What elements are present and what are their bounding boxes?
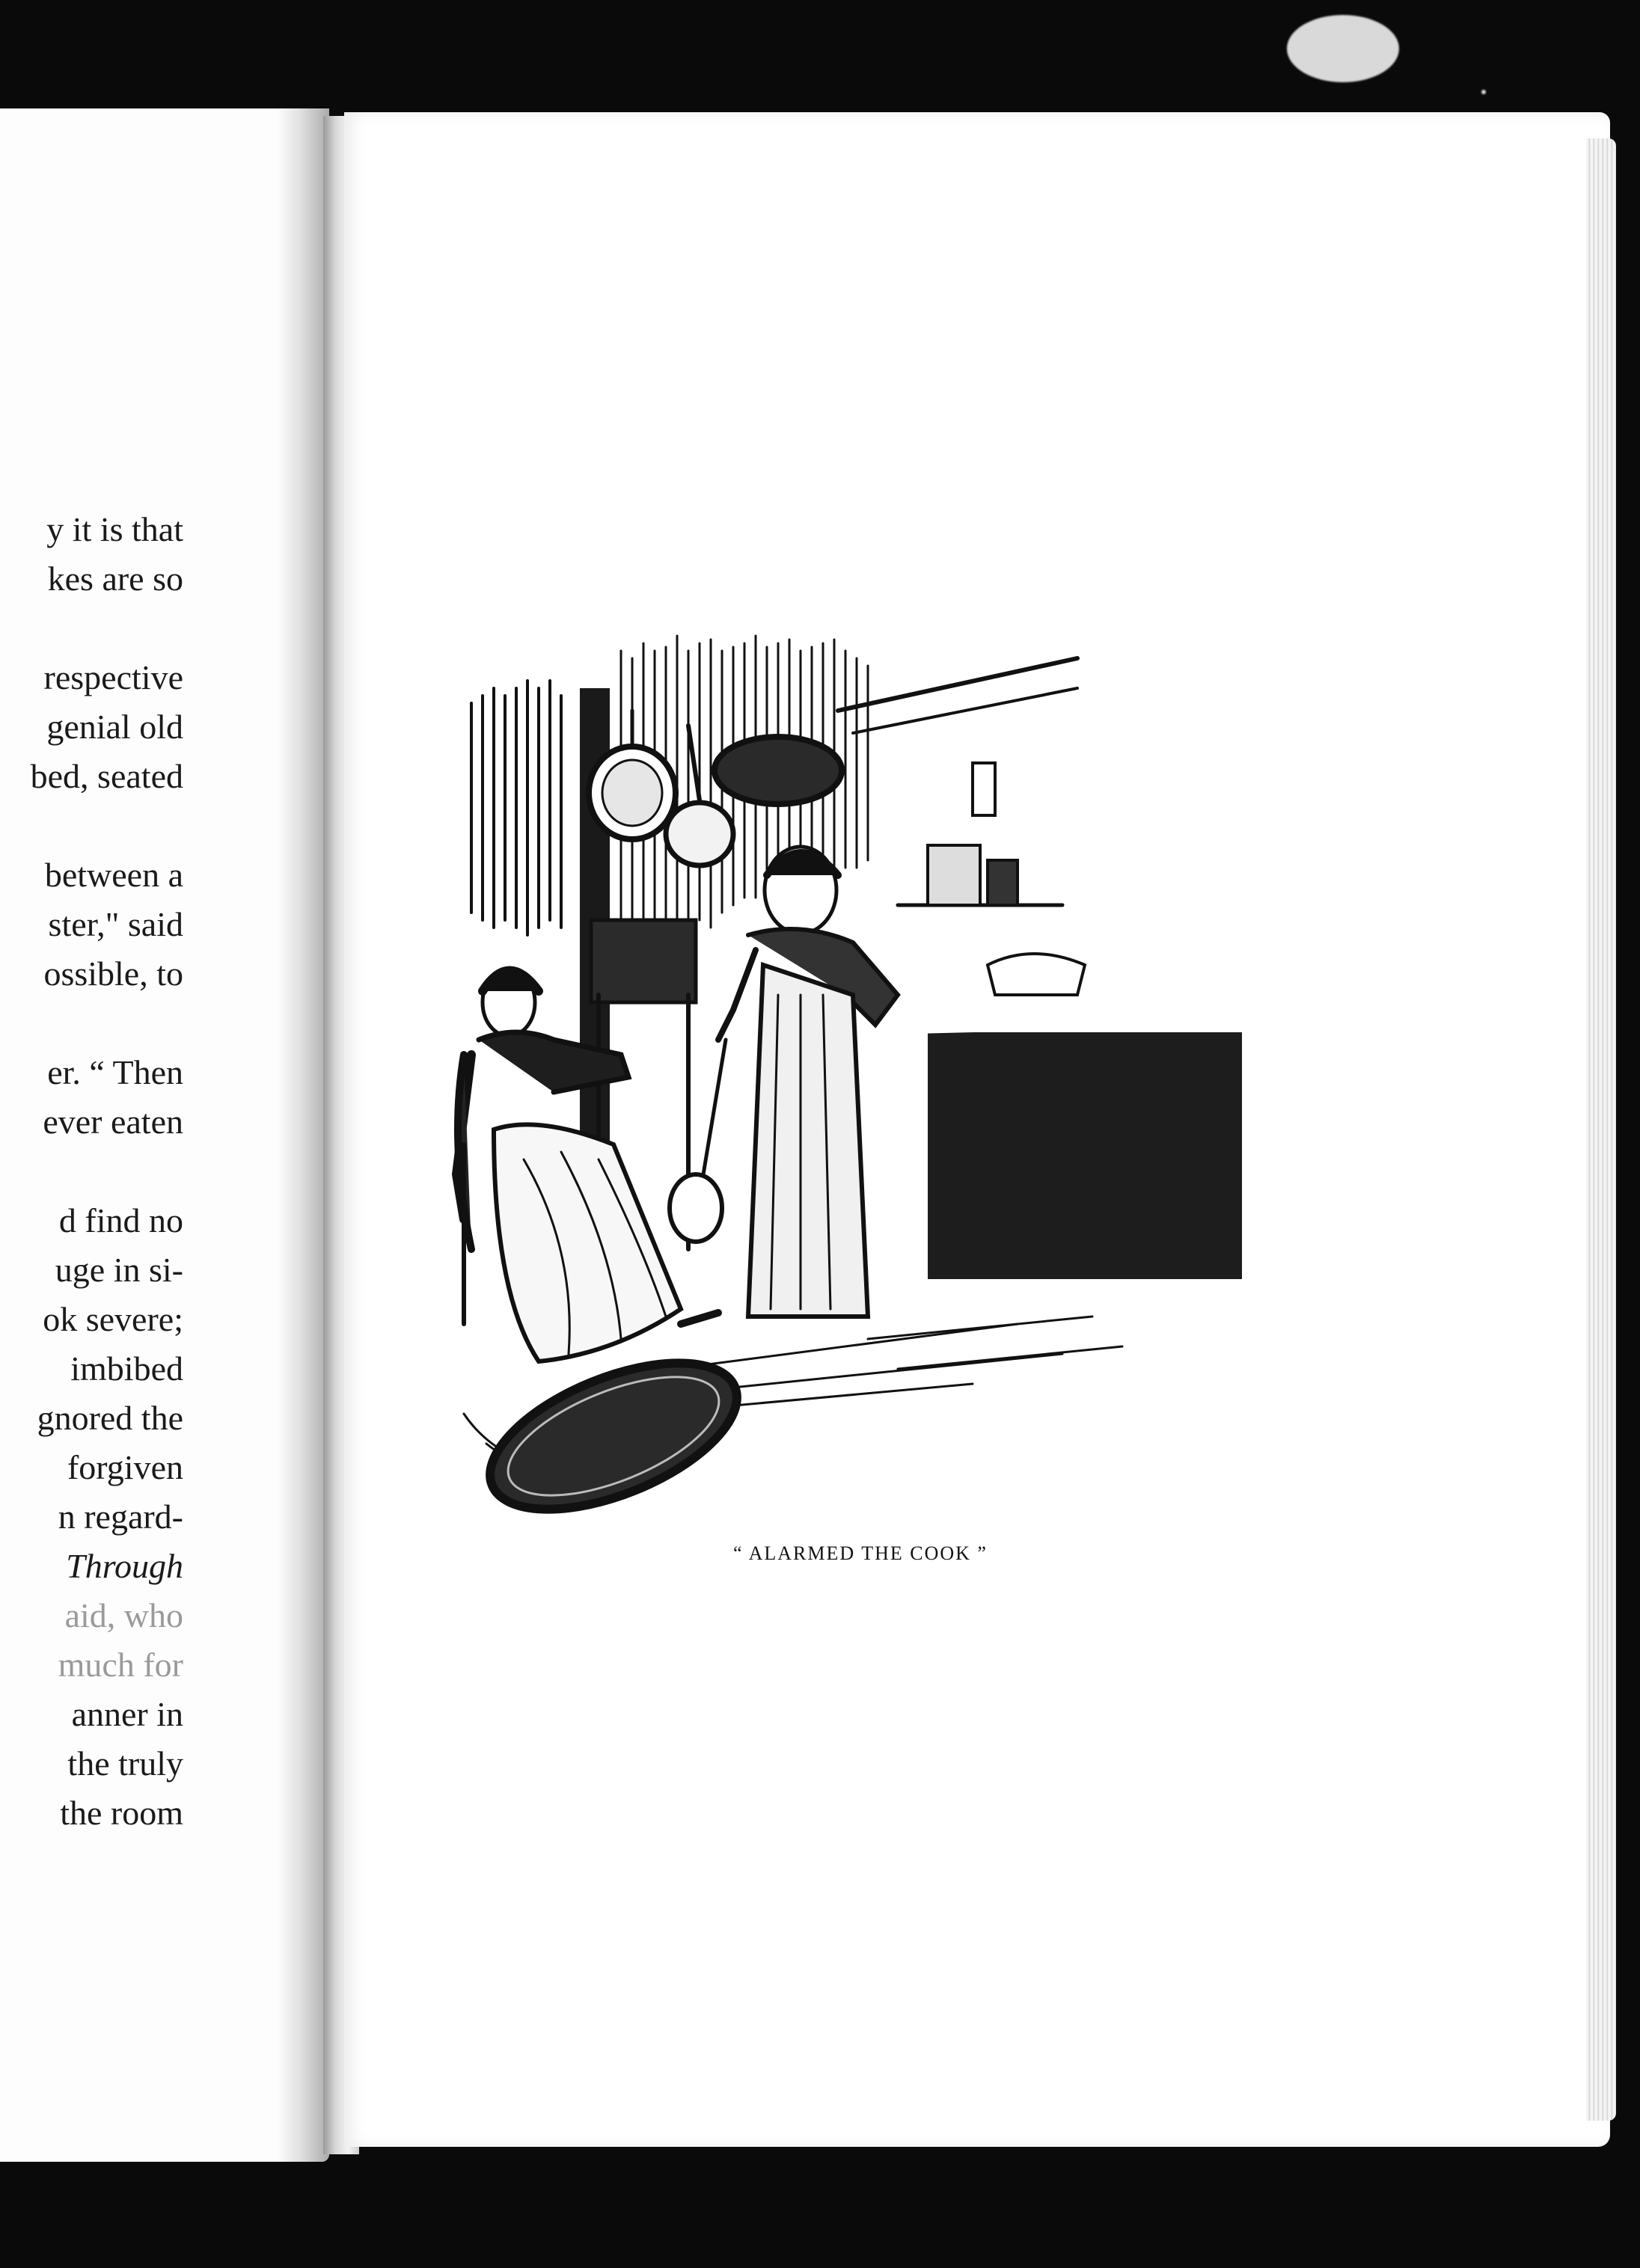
text-line: ster," said: [48, 905, 183, 943]
illustration-caption: “ ALARMED THE COOK ”: [733, 1542, 988, 1564]
kitchen-illustration: [449, 576, 1257, 1533]
text-line: [0, 801, 183, 851]
text-line: kes are so: [47, 560, 183, 598]
scan-debris: [1287, 15, 1399, 82]
text-line: ok severe;: [43, 1300, 183, 1338]
text-line: anner in: [71, 1695, 183, 1733]
left-page-text: [0, 505, 183, 1838]
text-line: gnored the: [37, 1399, 183, 1437]
text-line: uge in si-: [55, 1251, 183, 1289]
left-wall-hatching: [471, 681, 561, 935]
text-line: much for: [58, 1646, 183, 1684]
text-line: respective: [43, 658, 183, 696]
text-line: imbibed: [70, 1349, 183, 1388]
scan-debris: [1481, 90, 1486, 94]
text-line: y it is that: [46, 510, 183, 548]
left-page: [0, 108, 329, 2162]
text-line: aid, who: [64, 1596, 183, 1634]
text-line: between a: [44, 856, 183, 894]
text-line: ossible, to: [43, 954, 183, 993]
standing-figure: [670, 847, 898, 1317]
text-line: er. “ Then: [47, 1053, 183, 1091]
text-line: bed, seated: [30, 757, 183, 795]
text-line: [0, 999, 183, 1048]
text-line: the room: [60, 1794, 183, 1832]
text-line: the truly: [67, 1744, 183, 1783]
text-line: ever eaten: [43, 1103, 183, 1141]
text-line: Through: [66, 1547, 183, 1585]
text-line: d find no: [58, 1201, 183, 1239]
text-line: [0, 1147, 183, 1196]
text-line: [0, 604, 183, 653]
page-edge: [1586, 138, 1616, 2121]
text-line: forgiven: [67, 1448, 183, 1486]
text-line: genial old: [46, 708, 183, 746]
text-line: n regard-: [58, 1498, 183, 1536]
